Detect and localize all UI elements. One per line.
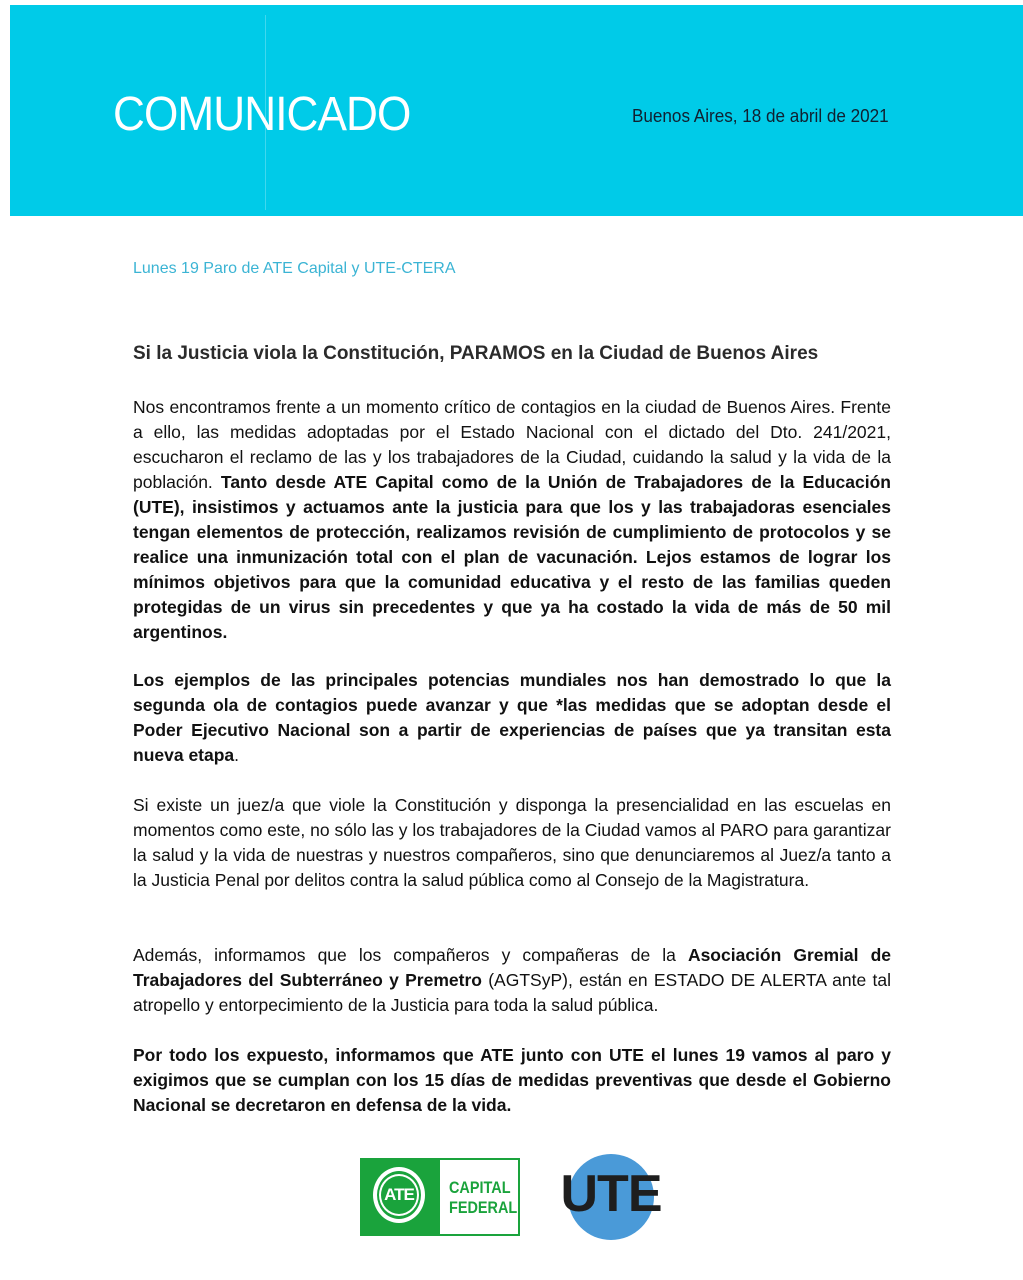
ute-logo-text: UTE	[560, 1165, 662, 1223]
document-date: Buenos Aires, 18 de abril de 2021	[632, 106, 889, 126]
paragraph	[133, 793, 891, 893]
text-segment: Además, informamos que los compañeros y compañeras de la	[133, 945, 688, 965]
text-segment: Si existe un juez/a que viole la Constitución y disponga la presencialidad en las escuelas en momentos como este, no sólo las y los trabajadores de la Ciudad vamos al PARO para garantizar la salud y la vida de nuestras y nuestros compañeros, sino que denunciaremos al Juez/a tanto a la Justicia Penal por delitos contra la salud pública como al Consejo de la Magistratura.	[133, 795, 891, 890]
text-segment: Nos encontramos frente a un momento crítico de contagios en la ciudad de Buenos Aires. Frente a ello, las medidas adoptadas por el Estado Nacional con el dictado del Dto. 241/2021, escucharon el reclamo de las y los trabajadores de la Ciudad, cuidando la salud y la vida de la población.	[133, 397, 891, 492]
text-segment: .	[234, 745, 240, 765]
document-title: COMUNICADO	[113, 88, 411, 141]
paragraph	[133, 1043, 891, 1118]
paragraph	[133, 395, 891, 645]
bold-text-segment: Tanto desde ATE Capital como de la Unión de Trabajadores de la Educación (UTE), insistimos y actuamos ante la justicia para que los y las trabajadoras esenciales tengan elementos de protección, realizamos revisión de cumplimiento de protocolos y se realice una inmunización total con el plan de vacunación. Lejos estamos de lograr los mínimos objetivos para que la comunidad educativa y el resto de las familias queden protegidas de un virus sin precedentes y que ya ha costado la vida de más de 50 mil argentinos.	[133, 472, 891, 642]
subtitle: Lunes 19 Paro de ATE Capital y UTE-CTERA	[133, 260, 456, 277]
text-segment: (AGTSyP), están en ESTADO DE ALERTA ante tal atropello y entorpecimiento de la Justicia para toda la salud pública.	[133, 970, 891, 1015]
bold-text-segment: Por todo los expuesto, informamos que ATE junto con UTE el lunes 19 vamos al paro y exigimos que se cumplan con los 15 días de medidas preventivas que desde el Gobierno Nacional se decretaron en defensa de la vida.	[133, 1045, 891, 1115]
paragraph	[133, 668, 891, 768]
ate-logo-caption-line2: FEDERAL	[449, 1198, 518, 1217]
paragraph	[133, 943, 891, 1018]
ate-capital-federal-logo	[360, 1158, 520, 1236]
bold-text-segment: Los ejemplos de las principales potencias mundiales nos han demostrado lo que la segunda ola de contagios puede avanzar y que *las medidas que se adoptan desde el Poder Ejecutivo Nacional son a partir de experiencias de países que ya transitan esta nueva etapa	[133, 670, 891, 765]
ute-logo	[556, 1154, 666, 1244]
headline: Si la Justicia viola la Constitución, PARAMOS en la Ciudad de Buenos Aires	[133, 343, 819, 364]
header-banner	[10, 5, 1023, 216]
ate-logo-caption	[449, 1178, 517, 1218]
ate-logo-emblem-text: ATE	[384, 1185, 414, 1204]
ate-logo-caption-line1: CAPITAL	[449, 1178, 511, 1197]
bold-text-segment: Asociación Gremial de Trabajadores del Subterráneo y Premetro	[133, 945, 891, 990]
